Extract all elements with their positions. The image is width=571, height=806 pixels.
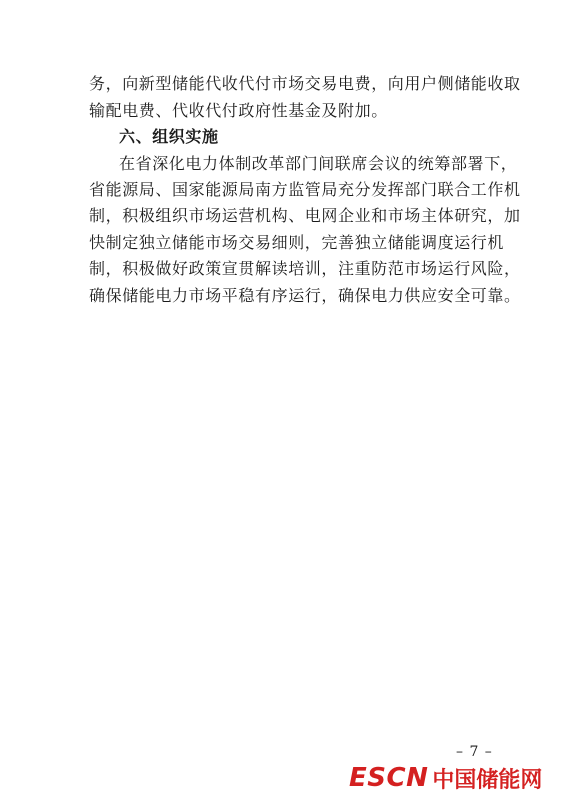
paragraph-line: 确保储能电力市场平稳有序运行，确保电力供应安全可靠。 — [89, 286, 521, 305]
paragraph-line: 在省深化电力体制改革部门间联席会议的统筹部署下， — [119, 154, 518, 173]
page-number: – 7 – — [456, 744, 493, 760]
paragraph-line: 省能源局、国家能源局南方监管局充分发挥部门联合工作机 — [89, 180, 521, 199]
escn-watermark-logo — [349, 762, 542, 794]
watermark-cn: 中国储能网 — [432, 767, 543, 793]
section-heading: 六、组织实施 — [119, 127, 219, 146]
paragraph-line: 制，积极做好政策宣贯解读培训，注重防范市场运行风险， — [89, 259, 521, 278]
paragraph-line: 务，向新型储能代收代付市场交易电费，向用户侧储能收取 — [89, 74, 521, 93]
paragraph-line: 快制定独立储能市场交易细则，完善独立储能调度运行机 — [89, 233, 505, 252]
watermark-en: ESCN — [349, 763, 429, 793]
paragraph-line: 制，积极组织市场运营机构、电网企业和市场主体研究，加 — [89, 206, 521, 225]
paragraph-line: 输配电费、代收代付政府性基金及附加。 — [89, 101, 388, 120]
